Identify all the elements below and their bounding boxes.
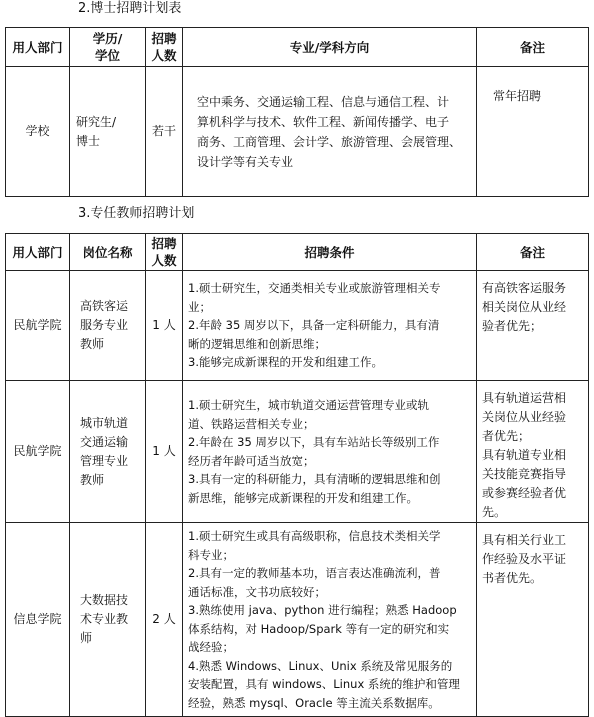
major-line: 设计学等有关专业 xyxy=(197,154,294,169)
condition-line: 晰的逻辑思维和创新思维； xyxy=(188,336,326,351)
condition-line: 通话标准，文书功底较好； xyxy=(188,584,326,599)
remark-line: 先。 xyxy=(482,505,507,519)
condition-line: 科专业； xyxy=(188,547,234,562)
header-dept: 用人部门 xyxy=(6,28,70,67)
remark-cell xyxy=(477,381,589,523)
remark-line: 关岗位从业经验 xyxy=(482,410,567,424)
table-row xyxy=(6,523,589,717)
remark-cell: 常年招聘 xyxy=(477,67,589,197)
position-line: 高铁客运 xyxy=(80,299,129,313)
position-line: 交通运输 xyxy=(80,434,129,449)
remark-line: 相关岗位从业经 xyxy=(482,300,567,314)
dept-cell: 民航学院 xyxy=(6,271,70,381)
count-cell: 若干 xyxy=(146,67,183,197)
condition-line: 1.硕士研究生，城市轨道交通运营管理专业或轨 xyxy=(188,398,429,412)
condition-line: 道、铁路运营相关专业； xyxy=(188,416,315,431)
count-cell: 1 人 xyxy=(146,381,183,523)
header-position: 岗位名称 xyxy=(70,234,146,271)
header-conditions: 招聘条件 xyxy=(183,234,477,271)
condition-line: 经验，熟悉 mysql、Oracle 等主流关系数据库。 xyxy=(188,695,440,710)
count-cell: 1 人 xyxy=(146,271,183,381)
condition-line: 3.熟练使用 java、python 进行编程；熟悉 Hadoop xyxy=(188,603,457,617)
degree-line2: 博士 xyxy=(76,133,101,148)
position-line: 师 xyxy=(80,631,93,645)
remark-line: 作经验及水平证 xyxy=(482,552,567,566)
header-dept: 用人部门 xyxy=(6,234,70,271)
conditions-cell xyxy=(183,523,477,717)
remark-line: 验者优先； xyxy=(482,319,543,333)
degree-cell xyxy=(70,67,146,197)
header-remark: 备注 xyxy=(477,234,589,271)
condition-line: 安装配置，具有 windows、Linux 系统的维护和管理 xyxy=(188,677,460,691)
conditions-cell xyxy=(183,381,477,523)
header-major: 专业/学科方向 xyxy=(183,28,477,67)
header-count-line2: 人数 xyxy=(151,48,177,63)
remark-line: 或参赛经验者优 xyxy=(482,486,567,500)
major-line: 商务、工商管理、会计学、旅游管理、会展管理、 xyxy=(197,134,462,149)
remark-line: 者优先； xyxy=(482,429,531,443)
position-line: 管理专业 xyxy=(80,453,129,468)
condition-line: 新思维，能够完成新课程的开发和组建工作。 xyxy=(188,490,418,505)
remark-line: 具有轨道运营相 xyxy=(482,391,567,405)
table-row xyxy=(6,67,589,197)
remark-line: 具有轨道专业相 xyxy=(482,448,567,462)
condition-line: 2.具有一定的教师基本功，语言表达准确流利，普 xyxy=(188,566,441,580)
condition-line: 战经验； xyxy=(188,640,234,654)
condition-line: 2.年龄 35 周岁以下，具备一定科研能力，具有清 xyxy=(188,318,440,333)
condition-line: 4.熟悉 Windows、Linux、Unix 系统及常见服务的 xyxy=(188,658,453,673)
remark-line: 书者优先。 xyxy=(482,571,543,585)
table2-title: 3.专任教师招聘计划 xyxy=(78,206,195,221)
header-count xyxy=(146,28,183,67)
dept-cell: 民航学院 xyxy=(6,381,70,523)
table-row xyxy=(6,271,589,381)
position-line: 术专业教 xyxy=(80,612,129,626)
position-cell xyxy=(70,381,146,523)
header-count-line2: 人数 xyxy=(151,253,177,268)
doctor-recruitment-table xyxy=(5,27,589,197)
header-count-line1: 招聘 xyxy=(151,236,177,251)
major-line: 算机科学与技术、软件工程、新闻传播学、电子 xyxy=(197,114,450,129)
remark-line: 具有相关行业工 xyxy=(482,533,567,547)
position-line: 大数据技 xyxy=(80,593,129,607)
position-cell xyxy=(70,271,146,381)
table2-header-row xyxy=(6,234,589,271)
position-cell xyxy=(70,523,146,717)
count-cell: 2 人 xyxy=(146,523,183,717)
condition-line: 1.硕士研究生或具有高级职称，信息技术类相关学 xyxy=(188,529,441,543)
table-row xyxy=(6,381,589,523)
dept-cell: 信息学院 xyxy=(6,523,70,717)
remark-line: 关技能竞赛指导 xyxy=(482,467,567,481)
position-line: 城市轨道 xyxy=(80,415,129,430)
remark-line: 有高铁客运服务 xyxy=(482,281,567,295)
header-count xyxy=(146,234,183,271)
condition-line: 3.具有一定的科研能力，具有清晰的逻辑思维和创 xyxy=(188,472,441,486)
major-line: 空中乘务、交通运输工程、信息与通信工程、计 xyxy=(197,94,450,109)
condition-line: 3.能够完成新课程的开发和组建工作。 xyxy=(188,355,383,370)
remark-cell xyxy=(477,271,589,381)
header-degree-line2: 学位 xyxy=(94,48,120,63)
table1-title: 2.博士招聘计划表 xyxy=(78,1,182,16)
header-degree xyxy=(70,28,146,67)
condition-line: 经历者年龄可适当放宽； xyxy=(188,453,315,468)
degree-line1: 研究生/ xyxy=(76,114,117,129)
major-cell xyxy=(183,67,477,197)
table1-header-row xyxy=(6,28,589,67)
header-degree-line1: 学历/ xyxy=(92,31,123,46)
header-count-line1: 招聘 xyxy=(151,31,177,46)
teacher-recruitment-table xyxy=(5,233,589,717)
condition-line: 2.年龄在 35 周岁以下，具有车站站长等级别工作 xyxy=(188,435,440,449)
header-remark: 备注 xyxy=(477,28,589,67)
condition-line: 体系结构，对 Hadoop/Spark 等有一定的研究和实 xyxy=(188,621,450,636)
remark-cell xyxy=(477,523,589,717)
dept-cell: 学校 xyxy=(6,67,70,197)
conditions-cell xyxy=(183,271,477,381)
position-line: 教师 xyxy=(80,472,105,487)
condition-line: 业； xyxy=(188,299,211,314)
position-line: 服务专业 xyxy=(80,318,129,332)
position-line: 教师 xyxy=(80,337,105,351)
condition-line: 1.硕士研究生，交通类相关专业或旅游管理相关专 xyxy=(188,281,441,296)
